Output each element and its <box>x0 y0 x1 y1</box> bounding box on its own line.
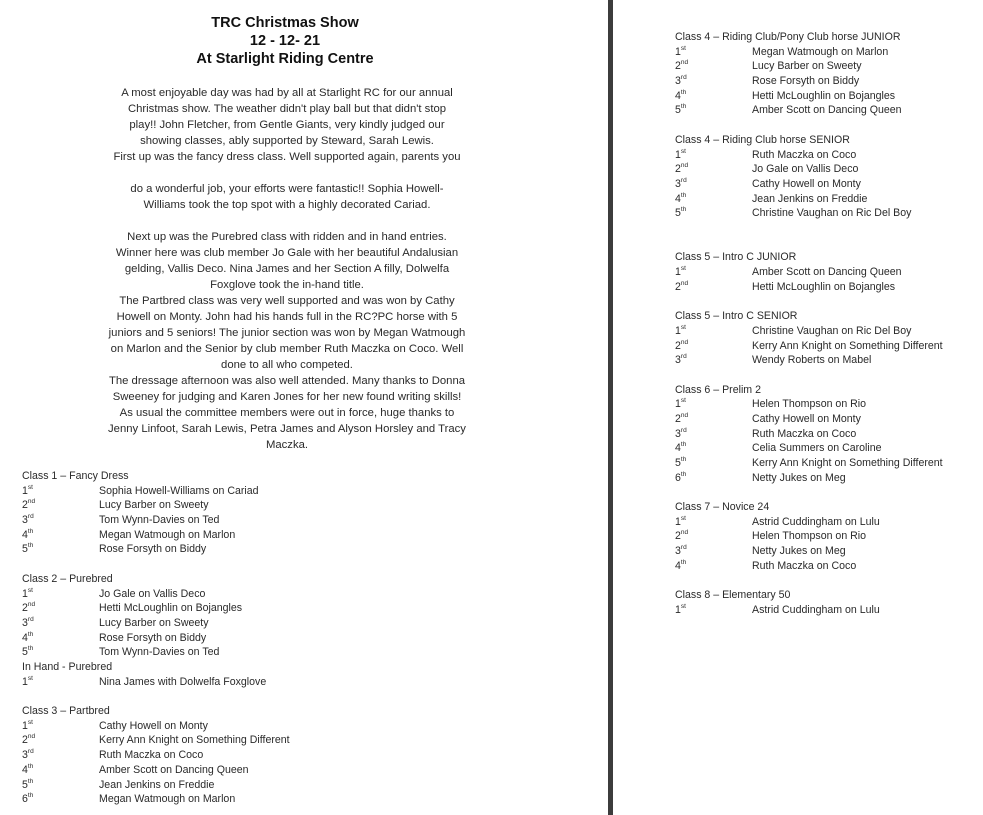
placing-suffix: st <box>680 323 686 331</box>
placing-suffix: st <box>27 483 33 491</box>
placing-number: 1 <box>22 719 28 732</box>
rider-horse: Jean Jenkins on Freddie <box>752 192 868 205</box>
report-line: gelding, Vallis Deco. Nina James and her Section A filly, Dolwelfa <box>124 263 450 275</box>
result-entry <box>22 777 215 793</box>
class-title: Class 6 – Prelim 2 <box>675 383 761 396</box>
placing-suffix: nd <box>680 279 689 287</box>
class-results <box>675 30 901 118</box>
class-results <box>675 309 943 368</box>
result-entry <box>22 645 220 660</box>
result-entry <box>675 427 901 442</box>
rider-horse: Celia Summers on Caroline <box>752 442 882 455</box>
placing <box>22 528 33 543</box>
class-title: Class 4 – Riding Club horse SENIOR <box>675 133 850 146</box>
placing <box>675 339 688 354</box>
placing-number: 4 <box>675 442 681 455</box>
placing <box>675 162 688 177</box>
placing-suffix: th <box>680 456 687 464</box>
rider-horse: Netty Jukes on Meg <box>752 545 846 558</box>
placing <box>22 733 35 748</box>
rider-horse: Helen Thompson on Rio <box>752 398 867 411</box>
rider-horse: Lucy Barber on Sweety <box>99 616 209 629</box>
rider-horse: Rose Forsyth on Biddy <box>752 75 860 88</box>
placing <box>22 498 35 513</box>
rider-horse: Kerry Ann Knight on Something Different <box>752 457 943 470</box>
report-line: Winner here was club member Jo Gale with her beautiful Andalusian <box>115 247 459 259</box>
placing-suffix: st <box>27 586 33 594</box>
report-line: do a wonderful job, your efforts were fantastic!! Sophia Howell- <box>130 183 444 195</box>
placing-suffix: th <box>27 792 34 800</box>
placing-number: 4 <box>22 763 28 776</box>
rider-horse: Megan Watmough on Marlon <box>99 793 236 806</box>
result-entry <box>675 397 901 412</box>
placing-suffix: st <box>27 674 33 682</box>
placing-number: 3 <box>22 514 28 527</box>
placing-number: 3 <box>675 354 681 367</box>
placing-number: 5 <box>675 104 681 117</box>
rider-horse: Jean Jenkins on Freddie <box>99 778 215 791</box>
result-entry <box>22 762 249 778</box>
placing <box>675 74 687 89</box>
placing <box>22 675 33 690</box>
placing-number: 6 <box>22 793 28 806</box>
report-line: As usual the committee members were out in force, huge thanks to <box>119 407 455 419</box>
report-blank-line <box>92 165 482 181</box>
placing <box>675 544 687 559</box>
result-entry <box>675 515 901 530</box>
rider-horse: Rose Forsyth on Biddy <box>99 543 207 556</box>
class-results <box>675 133 912 221</box>
placing <box>22 616 34 631</box>
placing-number: 6 <box>675 471 681 484</box>
placing-suffix: th <box>27 542 34 550</box>
placing <box>675 89 686 104</box>
result-entry <box>675 89 901 104</box>
rider-horse: Hetti McLoughlin on Bojangles <box>752 89 896 102</box>
placing <box>22 631 33 646</box>
placing-suffix: st <box>680 397 686 405</box>
placing-suffix: rd <box>680 176 687 184</box>
placing-suffix: rd <box>680 353 687 361</box>
result-entry <box>675 74 901 89</box>
result-entry <box>675 148 901 163</box>
placing <box>22 763 33 778</box>
placing-number: 2 <box>675 60 681 73</box>
placing-suffix: th <box>680 470 687 478</box>
report-line: Williams took the top spot with a highly decorated Cariad. <box>143 199 431 211</box>
placing-number: 1 <box>675 45 681 58</box>
report-line: Sweeney for judging and Karen Jones for her new found writing skills! <box>112 391 462 403</box>
result-entry <box>22 527 236 543</box>
placing-number: 1 <box>675 324 681 337</box>
placing-number: 4 <box>675 89 681 102</box>
placing <box>675 559 686 574</box>
report-line: Jenny Linfoot, Sarah Lewis, Petra James and Alyson Horsley and Tracy <box>108 423 466 435</box>
placing-number: 4 <box>22 528 28 541</box>
placing-number: 3 <box>675 177 681 190</box>
result-entry <box>675 471 901 486</box>
result-entry <box>675 412 901 427</box>
result-entry <box>675 529 901 544</box>
placing-suffix: th <box>27 777 34 785</box>
placing <box>22 484 33 499</box>
result-entry <box>675 338 943 354</box>
result-entry <box>675 45 901 60</box>
rider-horse: Kerry Ann Knight on Something Different <box>99 734 290 747</box>
placing <box>22 645 33 660</box>
class-results <box>675 588 901 617</box>
placing <box>675 103 686 118</box>
placing <box>22 719 33 734</box>
report-blank-line <box>92 213 482 229</box>
report-line: juniors and 5 seniors! The junior section was won by Megan Watmough <box>108 327 466 339</box>
placing-number: 2 <box>22 734 28 747</box>
rider-horse: Amber Scott on Dancing Queen <box>752 104 902 117</box>
placing-suffix: th <box>680 191 687 199</box>
placing-number: 1 <box>22 484 28 497</box>
placing-suffix: st <box>680 514 686 522</box>
result-entry <box>22 748 204 763</box>
placing-suffix: th <box>680 103 687 111</box>
rider-horse: Megan Watmough on Marlon <box>752 45 889 58</box>
placing-suffix: rd <box>680 426 687 434</box>
rider-horse: Lucy Barber on Sweety <box>99 499 209 512</box>
placing-suffix: nd <box>680 162 689 170</box>
class-title: Class 8 – Elementary 50 <box>675 589 791 602</box>
placing <box>675 603 686 618</box>
placing <box>675 427 687 442</box>
placing-suffix: th <box>680 88 687 96</box>
class-title: Class 7 – Novice 24 <box>675 501 770 514</box>
rider-horse: Jo Gale on Vallis Deco <box>752 163 859 176</box>
placing-number: 3 <box>675 427 681 440</box>
report-line: First up was the fancy dress class. Well supported again, parents you <box>113 151 461 163</box>
page-right <box>613 0 983 815</box>
placing-suffix: th <box>680 441 687 449</box>
report-line: Maczka. <box>265 439 309 451</box>
placing <box>22 601 35 616</box>
result-entry <box>22 792 236 807</box>
placing-suffix: nd <box>27 733 36 741</box>
placing-suffix: nd <box>27 498 36 506</box>
result-entry <box>22 674 267 690</box>
placing-number: 3 <box>22 616 28 629</box>
placing-number: 5 <box>675 207 681 220</box>
results-left-column <box>22 469 290 807</box>
placing-suffix: nd <box>680 529 689 537</box>
placing <box>675 177 687 192</box>
class-results <box>675 500 901 573</box>
report-line: The dressage afternoon was also well attended. Many thanks to Donna <box>108 375 466 387</box>
placing <box>675 280 688 295</box>
placing-number: 2 <box>22 499 28 512</box>
rider-horse: Wendy Roberts on Mabel <box>752 354 872 367</box>
placing-suffix: th <box>27 527 34 535</box>
placing-number: 2 <box>675 412 681 425</box>
rider-horse: Ruth Maczka on Coco <box>752 148 857 161</box>
rider-horse: Jo Gale on Vallis Deco <box>99 587 206 600</box>
result-entry <box>675 456 943 471</box>
result-entry <box>675 59 901 74</box>
result-entry <box>22 513 220 528</box>
rider-horse: Tom Wynn-Davies on Ted <box>99 514 220 527</box>
placing-suffix: rd <box>680 74 687 82</box>
placing <box>675 45 686 60</box>
placing-suffix: th <box>27 645 34 653</box>
placing-suffix: st <box>680 602 686 610</box>
placing-number: 4 <box>22 631 28 644</box>
event-date: 12 - 12- 21 <box>249 33 321 49</box>
class-title: Class 4 – Riding Club/Pony Club horse JUNIOR <box>675 31 901 43</box>
result-entry <box>675 265 901 280</box>
show-report <box>92 85 482 453</box>
rider-horse: Sophia Howell-Williams on Cariad <box>99 484 259 497</box>
placing-number: 4 <box>675 192 681 205</box>
report-line: Foxglove took the in-hand title. <box>210 279 364 291</box>
placing-suffix: th <box>27 762 34 770</box>
placing <box>22 542 33 557</box>
result-entry <box>22 586 206 602</box>
report-line: Howell on Monty. John had his hands full in the RC?PC horse with 5 <box>116 311 458 323</box>
rider-horse: Megan Watmough on Marlon <box>99 528 236 541</box>
rider-horse: Astrid Cuddingham on Lulu <box>752 603 880 616</box>
rider-horse: Netty Jukes on Meg <box>752 471 846 484</box>
placing-suffix: rd <box>27 615 34 623</box>
result-entry <box>675 544 901 559</box>
result-entry <box>675 103 901 118</box>
placing-number: 2 <box>675 339 681 352</box>
result-entry <box>675 280 901 295</box>
placing-number: 2 <box>22 602 28 615</box>
report-line: done to all who competed. <box>221 359 353 371</box>
placing <box>675 471 686 486</box>
rider-horse: Astrid Cuddingham on Lulu <box>752 515 880 528</box>
result-entry <box>22 498 209 513</box>
placing-suffix: nd <box>680 338 689 346</box>
placing-number: 1 <box>675 148 681 161</box>
result-entry <box>675 353 901 368</box>
report-line: The Partbred class was very well supported and was won by Cathy <box>119 295 455 307</box>
result-entry <box>675 323 912 339</box>
placing-number: 3 <box>22 749 28 762</box>
result-entry <box>22 483 259 499</box>
rider-horse: Tom Wynn-Davies on Ted <box>99 646 220 659</box>
rider-horse: Cathy Howell on Monty <box>752 177 861 190</box>
class-results <box>22 572 267 690</box>
placing-number: 1 <box>675 398 681 411</box>
result-entry <box>22 542 207 557</box>
rider-horse: Amber Scott on Dancing Queen <box>99 763 249 776</box>
placing <box>675 148 686 163</box>
placing-number: 3 <box>675 545 681 558</box>
report-line: Next up was the Purebred class with ridden and in hand entries. <box>127 231 447 243</box>
rider-horse: Ruth Maczka on Coco <box>99 749 204 762</box>
rider-horse: Ruth Maczka on Coco <box>752 559 857 572</box>
report-line: on Marlon and the Senior by club member Ruth Maczka on Coco. Well <box>110 343 464 355</box>
class-title: Class 2 – Purebred <box>22 572 113 585</box>
placing <box>675 529 688 544</box>
placing-suffix: st <box>680 44 686 52</box>
placing-suffix: nd <box>27 601 36 609</box>
placing-suffix: th <box>27 630 34 638</box>
placing <box>22 587 33 602</box>
document-header <box>0 14 570 68</box>
placing <box>22 778 33 793</box>
result-entry <box>675 206 912 221</box>
class-title: Class 1 – Fancy Dress <box>22 470 129 482</box>
placing <box>675 515 686 530</box>
result-entry <box>675 177 901 192</box>
report-line: Christmas show. The weather didn't play ball but that didn't stop <box>127 103 447 115</box>
result-entry <box>675 603 901 618</box>
class-title: Class 5 – Intro C SENIOR <box>675 310 798 323</box>
report-line: A most enjoyable day was had by all at Starlight RC for our annual <box>121 87 453 99</box>
class-title: Class 3 – Partbred <box>22 705 110 718</box>
rider-horse: Cathy Howell on Monty <box>99 719 208 732</box>
rider-horse: Hetti McLoughlin on Bojangles <box>752 280 896 293</box>
placing <box>675 456 686 471</box>
placing-number: 2 <box>675 280 681 293</box>
placing <box>675 324 686 339</box>
placing <box>675 397 686 412</box>
rider-horse: Christine Vaughan on Ric Del Boy <box>752 324 912 337</box>
result-entry <box>22 630 207 646</box>
placing-suffix: st <box>680 147 686 155</box>
rider-horse: Lucy Barber on Sweety <box>752 60 862 73</box>
result-entry <box>675 441 901 456</box>
placing <box>22 748 34 763</box>
rider-horse: Ruth Maczka on Coco <box>752 427 857 440</box>
result-entry <box>22 718 208 734</box>
result-entry <box>675 162 901 177</box>
result-entry <box>22 601 243 616</box>
rider-horse: Cathy Howell on Monty <box>752 412 861 425</box>
placing <box>675 265 686 280</box>
placing-number: 5 <box>22 778 28 791</box>
placing-suffix: th <box>680 206 687 214</box>
placing-number: 1 <box>22 675 28 688</box>
placing <box>675 59 688 74</box>
placing <box>675 353 687 368</box>
placing-number: 3 <box>675 75 681 88</box>
rider-horse: Rose Forsyth on Biddy <box>99 631 207 644</box>
placing-number: 5 <box>675 457 681 470</box>
rider-horse: Helen Thompson on Rio <box>752 530 867 543</box>
placing-suffix: st <box>680 265 686 273</box>
placing-suffix: th <box>680 558 687 566</box>
rider-horse: Kerry Ann Knight on Something Different <box>752 339 943 352</box>
placing-number: 4 <box>675 559 681 572</box>
placing-suffix: rd <box>680 544 687 552</box>
placing-suffix: rd <box>27 513 34 521</box>
rider-horse: Nina James with Dolwelfa Foxglove <box>99 675 267 688</box>
results-right-column <box>675 30 943 618</box>
result-entry <box>22 733 290 748</box>
placing-number: 1 <box>675 266 681 279</box>
placing-suffix: st <box>27 718 33 726</box>
placing <box>22 792 33 807</box>
placing-suffix: rd <box>27 748 34 756</box>
placing-number: 1 <box>675 515 681 528</box>
rider-horse: Amber Scott on Dancing Queen <box>752 266 902 279</box>
report-line: play!! John Fletcher, from Gentle Giants, very kindly judged our <box>129 119 445 131</box>
class-results <box>675 383 943 486</box>
placing-suffix: nd <box>680 411 689 419</box>
placing-number: 2 <box>675 530 681 543</box>
placing-suffix: nd <box>680 59 689 67</box>
class-subtitle: In Hand - Purebred <box>22 660 113 673</box>
class-title: Class 5 – Intro C JUNIOR <box>675 251 797 264</box>
result-entry <box>675 192 901 207</box>
result-entry <box>22 615 209 631</box>
rider-horse: Christine Vaughan on Ric Del Boy <box>752 207 912 220</box>
document-title: TRC Christmas Show <box>211 15 359 31</box>
rider-horse: Hetti McLoughlin on Bojangles <box>99 602 243 615</box>
placing-number: 5 <box>22 646 28 659</box>
result-entry <box>675 559 901 574</box>
report-line: showing classes, ably supported by Steward, Sarah Lewis. <box>140 135 434 147</box>
class-results <box>22 469 259 557</box>
event-venue: At Starlight Riding Centre <box>196 51 374 67</box>
placing-number: 1 <box>22 587 28 600</box>
placing <box>675 206 686 221</box>
placing <box>675 441 686 456</box>
class-results <box>22 704 290 807</box>
placing <box>675 412 688 427</box>
placing-number: 5 <box>22 543 28 556</box>
class-results <box>675 250 901 294</box>
placing <box>22 513 34 528</box>
placing <box>675 192 686 207</box>
placing-number: 2 <box>675 163 681 176</box>
placing-number: 1 <box>675 603 681 616</box>
